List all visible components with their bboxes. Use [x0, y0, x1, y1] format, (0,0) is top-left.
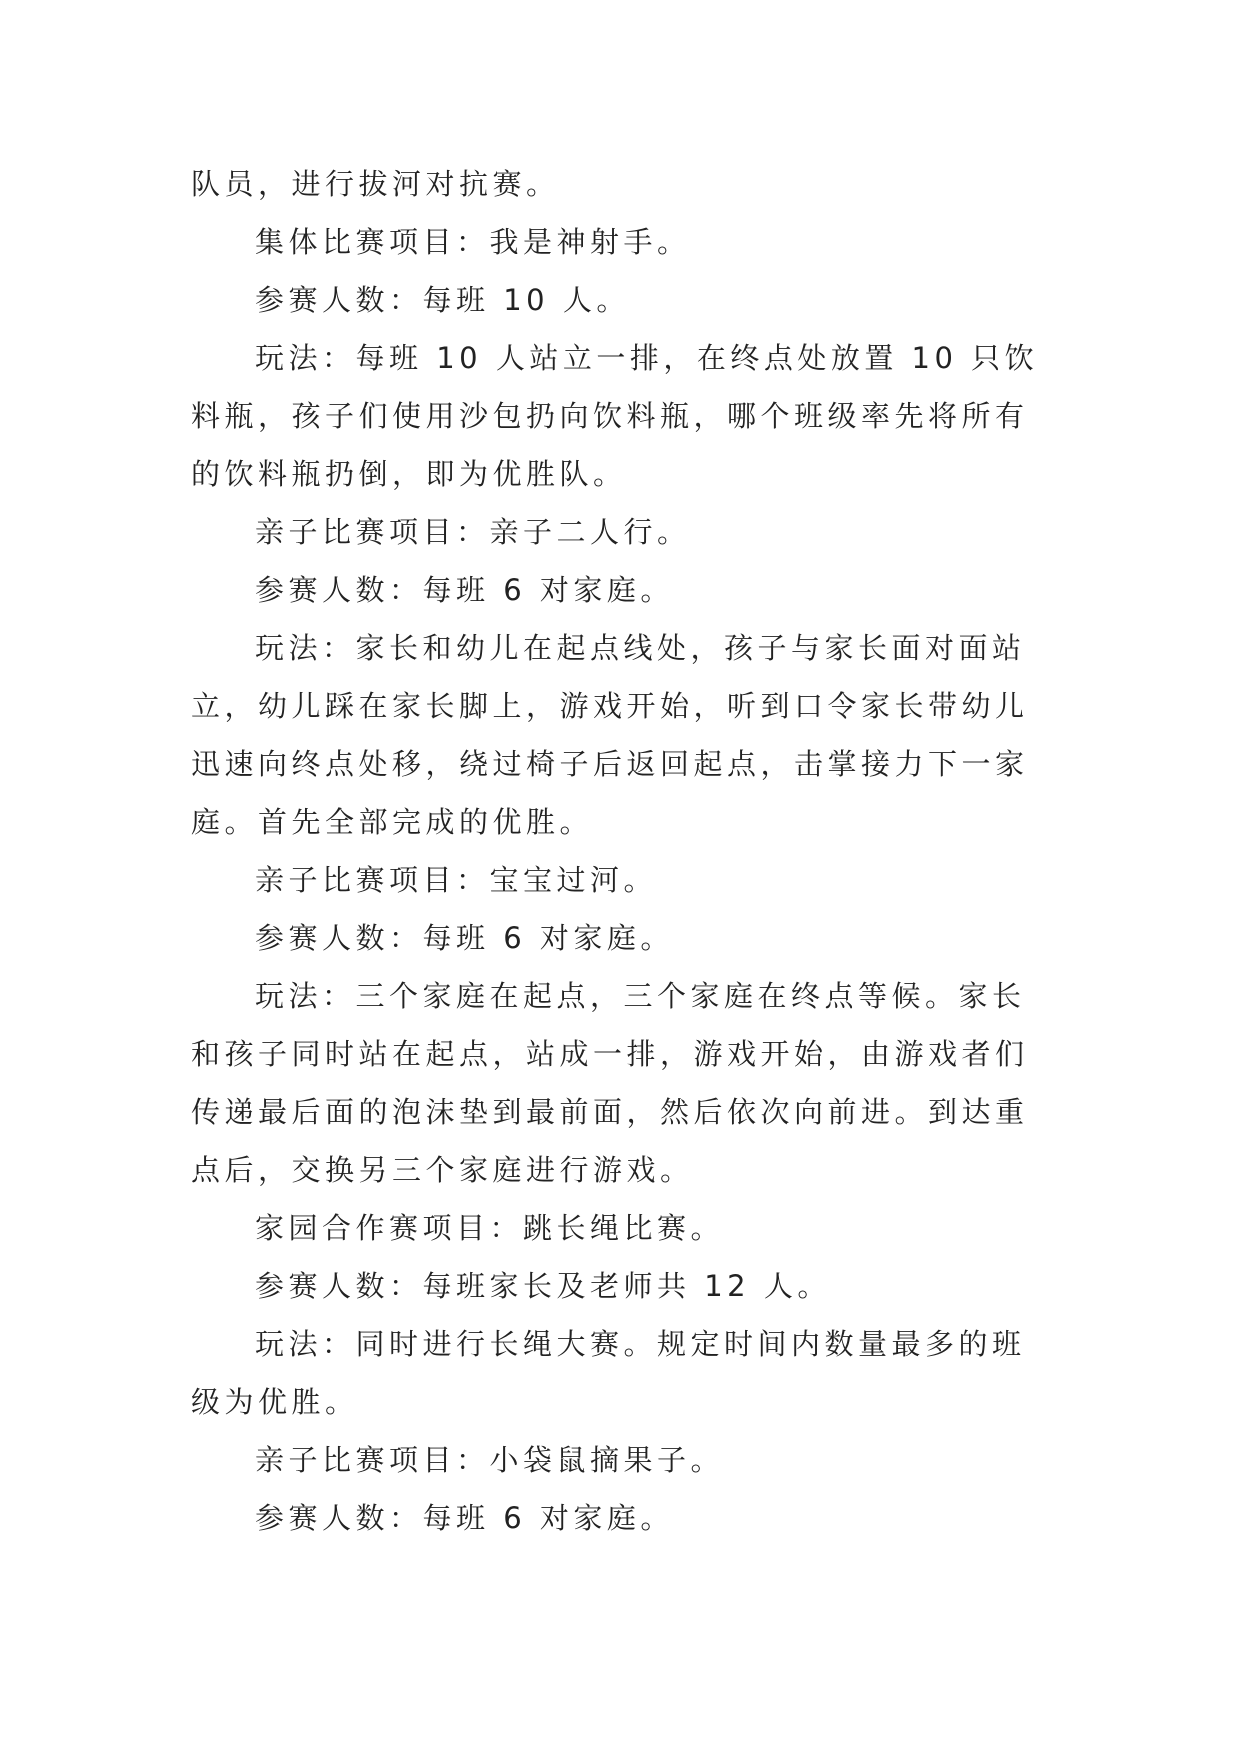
paragraph: 参赛人数：每班 6 对家庭。 [255, 1501, 674, 1535]
paragraph: 玩法：同时进行长绳大赛。规定时间内数量最多的班级为优胜。 [191, 1327, 1026, 1419]
paragraph: 亲子比赛项目：宝宝过河。 [255, 863, 658, 897]
document-body [191, 155, 1051, 1547]
paragraph: 家园合作赛项目：跳长绳比赛。 [255, 1211, 725, 1245]
paragraph: 参赛人数：每班家长及老师共 12 人。 [255, 1269, 831, 1303]
paragraph: 玩法：家长和幼儿在起点线处，孩子与家长面对面站立，幼儿踩在家长脚上，游戏开始，听到口令家长带幼儿迅速向终点处移，绕过椅子后返回起点，击掌接力下一家庭。首先全部完成的优胜。 [191, 631, 1029, 839]
paragraph: 玩法：三个家庭在起点，三个家庭在终点等候。家长和孩子同时站在起点，站成一排，游戏开始，由游戏者们传递最后面的泡沫垫到最前面，然后依次向前进。到达重点后，交换另三个家庭进行游戏。 [191, 979, 1029, 1187]
paragraph: 参赛人数：每班 10 人。 [255, 283, 630, 317]
paragraph: 队员，进行拔河对抗赛。 [191, 167, 560, 201]
paragraph: 参赛人数：每班 6 对家庭。 [255, 921, 674, 955]
paragraph: 玩法：每班 10 人站立一排，在终点处放置 10 只饮料瓶，孩子们使用沙包扔向饮料瓶，哪个班级率先将所有的饮料瓶扔倒，即为优胜队。 [191, 341, 1039, 491]
paragraph: 集体比赛项目：我是神射手。 [255, 225, 691, 259]
paragraph: 亲子比赛项目：亲子二人行。 [255, 515, 691, 549]
paragraph: 参赛人数：每班 6 对家庭。 [255, 573, 674, 607]
paragraph: 亲子比赛项目：小袋鼠摘果子。 [255, 1443, 725, 1477]
